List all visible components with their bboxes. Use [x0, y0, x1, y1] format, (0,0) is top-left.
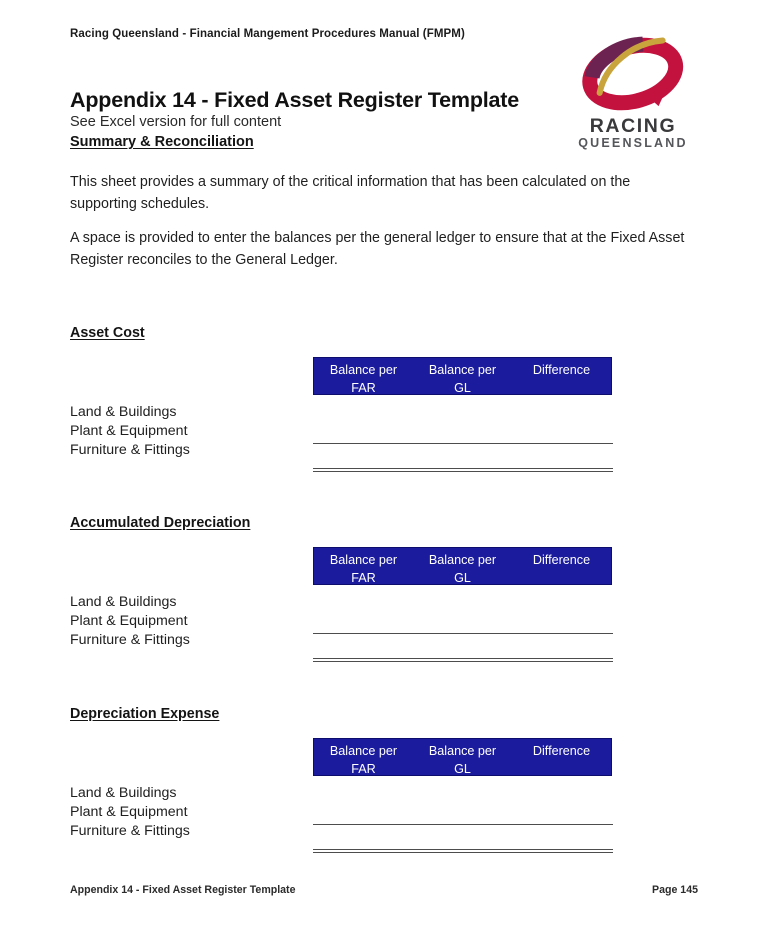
subtotal-rule	[313, 443, 613, 444]
footer-left-text: Appendix 14 - Fixed Asset Register Template	[70, 884, 296, 896]
section-title: Summary & Reconciliation	[70, 134, 254, 150]
racing-queensland-q-logo	[579, 36, 687, 114]
intro-paragraph-2: A space is provided to enter the balances per the general ledger to ensure that at the Fixed Asset Register reconciles to the General Ledger.	[70, 230, 685, 268]
reconciliation-table-header	[313, 357, 612, 395]
logo-queensland-text: QUEENSLAND	[578, 136, 688, 151]
row-label-land-buildings: Land & Buildings	[70, 594, 177, 610]
footer-page-number: Page 145	[652, 884, 698, 896]
column-header-balance-per-far: Balance per FAR	[329, 363, 398, 396]
intro-paragraph-1: This sheet provides a summary of the critical information that has been calculated on the supporting schedules.	[70, 174, 631, 212]
column-header-balance-per-far: Balance per FAR	[329, 744, 398, 777]
row-label-plant-equipment: Plant & Equipment	[70, 613, 188, 630]
reconciliation-table-header	[313, 547, 612, 585]
row-label-land-buildings: Land & Buildings	[70, 785, 177, 801]
column-header-balance-per-gl: Balance per GL	[428, 363, 497, 396]
row-label-furniture-fittings: Furniture & Fittings	[70, 823, 190, 840]
section-heading: Accumulated Depreciation	[70, 515, 251, 531]
page-footer	[70, 884, 698, 896]
row-label-plant-equipment: Plant & Equipment	[70, 423, 188, 440]
column-header-difference: Difference	[532, 363, 591, 377]
column-header-difference: Difference	[532, 553, 591, 567]
section-heading: Depreciation Expense	[70, 706, 220, 722]
page-title: Appendix 14 - Fixed Asset Register Template	[70, 88, 519, 112]
row-label-furniture-fittings: Furniture & Fittings	[70, 442, 190, 459]
logo-racing-text: RACING	[589, 115, 677, 137]
row-label-land-buildings: Land & Buildings	[70, 404, 177, 420]
total-rule	[313, 849, 613, 853]
subtotal-rule	[313, 824, 613, 825]
total-rule	[313, 658, 613, 662]
column-header-difference: Difference	[532, 744, 591, 758]
row-label-group	[70, 593, 190, 651]
page-subtitle: See Excel version for full content	[70, 114, 282, 130]
column-header-balance-per-far: Balance per FAR	[329, 553, 398, 586]
column-header-balance-per-gl: Balance per GL	[428, 553, 497, 586]
racing-queensland-logo	[571, 36, 695, 156]
subtotal-rule	[313, 633, 613, 634]
row-label-group	[70, 784, 190, 842]
column-header-balance-per-gl: Balance per GL	[428, 744, 497, 777]
total-rule	[313, 468, 613, 472]
logo-wordmark	[571, 116, 695, 151]
reconciliation-table-header	[313, 738, 612, 776]
running-header: Racing Queensland - Financial Mangement Procedures Manual (FMPM)	[70, 28, 465, 40]
row-label-plant-equipment: Plant & Equipment	[70, 804, 188, 821]
row-label-group	[70, 403, 190, 461]
section-heading: Asset Cost	[70, 325, 145, 341]
row-label-furniture-fittings: Furniture & Fittings	[70, 632, 190, 649]
